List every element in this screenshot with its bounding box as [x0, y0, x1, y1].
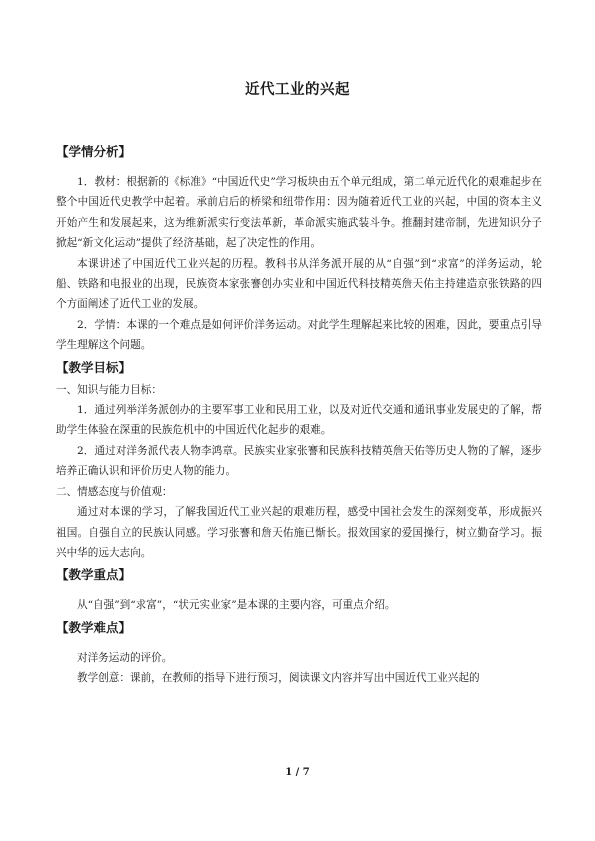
- paragraph-goal-1: 1．通过列举洋务派创办的主要军事工业和民用工业，以及对近代交通和通讯事业发展史的了解，帮助学生体验在深重的民族危机中的中国近代化起步的艰难。: [56, 404, 542, 437]
- document-title: 近代工业的兴起: [245, 82, 350, 98]
- subheading-emotion-values: 二、情感态度与价值观：: [56, 485, 173, 498]
- paragraph-lesson-overview: 本课讲述了中国近代工业兴起的历程。教科书从洋务派开展的从“自强”到“求富”的洋务运动，轮船、铁路和电报业的出现，民族资本家张謇创办实业和中国近代科技精英詹天佑主持建造京张铁路的四个方面阐述了近代工业的发展。: [56, 257, 542, 311]
- paragraph-student-situation: 2．学情：本课的一个难点是如何评价洋务运动。对此学生理解起来比较的困难，因此，要重点引导学生理解这个问题。: [56, 318, 542, 352]
- section-heading-analysis: 【学情分析】: [56, 144, 132, 159]
- paragraph-difficult-points: 对洋务运动的评价。: [77, 651, 173, 664]
- section-heading-difficult-points: 【教学难点】: [56, 619, 132, 635]
- paragraph-textbook: 1．教材：根据新的《标准》“中国近代史”学习板块由五个单元组成，第二单元近代化的艰难起步在整个中国近代史教学中起着。承前启后的桥梁和纽带作用：因为随着近代工业的兴起，中国的资本主义开始产生和发展起来，这为维新派实行变法革新，革命派实施武装斗争。推翻封建帝制，先进知识分子掀起“新文化运动”提供了经济基础，起了决定性的作用。: [56, 176, 542, 250]
- section-heading-goals: 【教学目标】: [56, 359, 132, 375]
- paragraph-key-points: 从“自强”到“求富”，“状元实业家”是本课的主要内容，可重点介绍。: [77, 599, 396, 612]
- section-heading-key-points: 【教学重点】: [56, 567, 132, 583]
- page-number: 1 / 7: [285, 767, 310, 778]
- paragraph-goal-3: 通过对本课的学习，了解我国近代工业兴起的艰难历程，感受中国社会发生的深刻变革，形成振兴祖国。自强自立的民族认同感。学习张謇和詹天佑施已惭长。报效国家的爱国操行，树立勤奋学习。振兴中华的远大志向。: [56, 506, 542, 559]
- subheading-knowledge-ability: 一、知识与能力目标：: [56, 383, 162, 396]
- document-body: [56, 140, 542, 689]
- paragraph-goal-2: 2．通过对洋务派代表人物李鸿章。民族实业家张謇和民族科技精英詹天佑等历史人物的了解，逐步培养正确认识和评价历史人物的能力。: [56, 444, 542, 478]
- paragraph-teaching-idea: 教学创意：课前，在教师的指导下进行预习，阅读课文内容并写出中国近代工业兴起的: [77, 672, 480, 685]
